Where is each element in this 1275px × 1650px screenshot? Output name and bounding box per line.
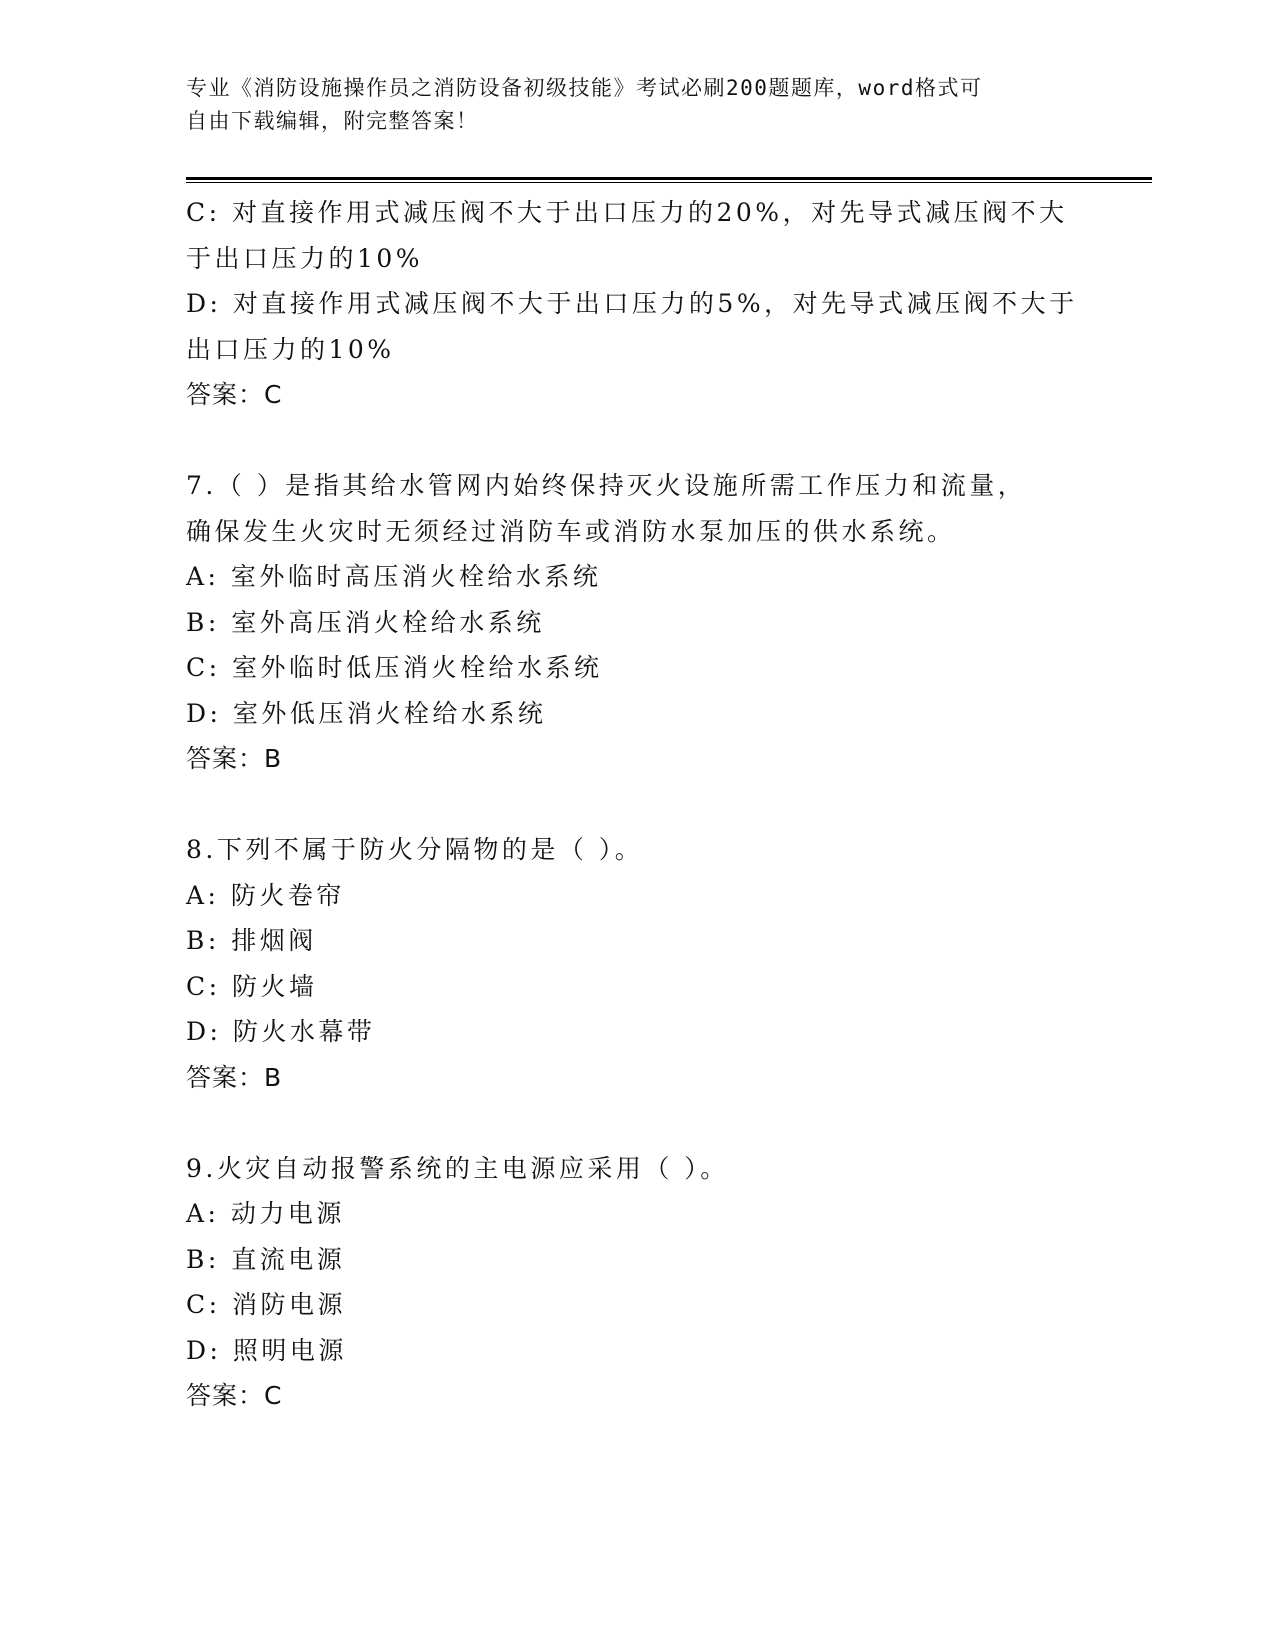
question-7-option-d: D: 室外低压消火栓给水系统 [186, 698, 547, 728]
spacer [186, 418, 1086, 464]
answer-7: 答案：B [186, 744, 283, 773]
question-9-option-a: A: 动力电源 [186, 1199, 345, 1228]
question-9-stem: 9.火灾自动报警系统的主电源应采用（ ）。 [186, 1153, 729, 1183]
question-9-option-b: B: 直流电源 [186, 1244, 346, 1274]
answer-9: 答案：C [186, 1381, 283, 1410]
header-line-2: 自由下载编辑，附完整答案！ [186, 109, 479, 133]
header-rule-thin [186, 182, 1152, 183]
question-6-continued [186, 190, 1086, 418]
question-8 [186, 827, 1086, 1100]
question-8-stem: 8.下列不属于防火分隔物的是（ ）。 [186, 835, 644, 864]
question-7-stem-line-1: 7.（ ）是指其给水管网内始终保持灭火设施所需工作压力和流量， [186, 471, 1027, 500]
page-header [186, 72, 1066, 138]
question-8-option-a: A: 防火卷帘 [186, 880, 345, 910]
question-8-option-c: C: 防火墙 [186, 971, 318, 1001]
question-7-stem-line-2: 确保发生火灾时无须经过消防车或消防水泵加压的供水系统。 [186, 516, 956, 546]
header-rule-thick [186, 177, 1152, 180]
question-7-option-b: B: 室外高压消火栓给水系统 [186, 607, 545, 637]
question-9 [186, 1146, 1086, 1419]
question-7-option-a: A: 室外临时高压消火栓给水系统 [186, 562, 602, 591]
option-c-line-2: 于出口压力的10% [186, 243, 424, 273]
header-line-1: 专业《消防设施操作员之消防设备初级技能》考试必刷200题题库，word格式可 [186, 76, 983, 100]
answer-8: 答案：B [186, 1062, 283, 1092]
option-d-line-2: 出口压力的10% [186, 334, 395, 364]
option-d-line-1: D: 对直接作用式减压阀不大于出口压力的5%，对先导式减压阀不大于 [186, 289, 1078, 318]
question-8-option-d: D: 防火水幕带 [186, 1017, 376, 1046]
question-8-option-b: B: 排烟阀 [186, 926, 317, 955]
question-9-option-d: D: 照明电源 [186, 1335, 347, 1365]
option-c-line-1: C: 对直接作用式减压阀不大于出口压力的20%，对先导式减压阀不大 [186, 198, 1068, 227]
question-content [186, 190, 1086, 1419]
spacer [186, 782, 1086, 828]
spacer [186, 1100, 1086, 1146]
answer-6: 答案：C [186, 380, 283, 409]
question-7-option-c: C: 室外临时低压消火栓给水系统 [186, 653, 603, 682]
question-9-option-c: C: 消防电源 [186, 1290, 346, 1319]
question-7 [186, 463, 1086, 782]
